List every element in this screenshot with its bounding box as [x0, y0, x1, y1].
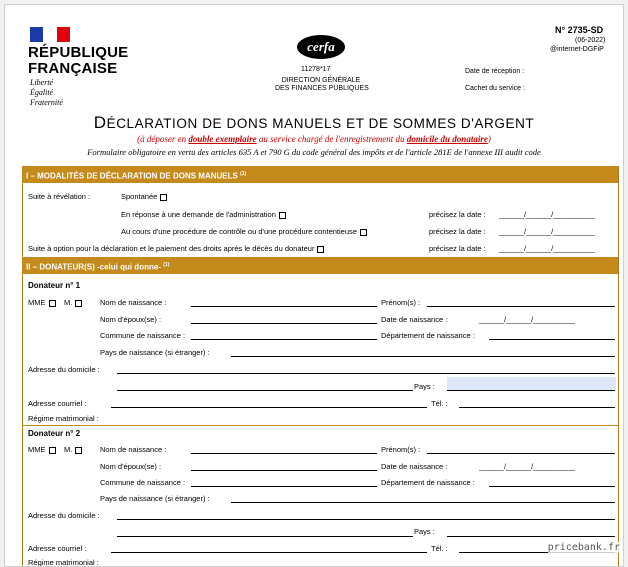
republique-francaise-logo: RÉPUBLIQUE FRANÇAISE	[28, 44, 129, 77]
precisez-date-label: précisez la date :	[429, 210, 486, 219]
pays-naissance-field[interactable]	[231, 356, 615, 357]
pays-field[interactable]	[447, 390, 615, 391]
mme-option[interactable]: MME	[28, 445, 56, 454]
nom-epoux-label: Nom d'époux(se) :	[100, 315, 162, 324]
date-field[interactable]: ______/______/__________	[499, 227, 595, 236]
spontanee-checkbox[interactable]	[160, 194, 167, 201]
page-title: DÉCLARATION DE DONS MANUELS ET DE SOMMES D'ARGENT	[93, 113, 535, 132]
pays-field-highlight[interactable]	[447, 377, 616, 391]
nom-naissance-label: Nom de naissance :	[100, 298, 167, 307]
commune-label: Commune de naissance :	[100, 331, 186, 340]
controle-option[interactable]: Au cours d'une procédure de contrôle ou d'une procédure contentieuse	[121, 227, 367, 236]
m-option[interactable]: M.	[64, 445, 82, 454]
form-source: @internet-DGFiP	[550, 46, 604, 53]
departement-label: Département de naissance :	[381, 331, 475, 340]
spontanee-option[interactable]: Spontanée	[121, 192, 167, 201]
prenoms-field[interactable]	[427, 306, 615, 307]
pays-label: Pays :	[414, 527, 435, 536]
nom-epoux-field[interactable]	[191, 323, 377, 324]
adresse-field[interactable]	[117, 519, 615, 520]
adresse-field[interactable]	[117, 373, 615, 374]
tel-label: Tél. :	[431, 544, 448, 553]
date-field[interactable]: ______/______/__________	[499, 244, 595, 253]
donor1-title: Donateur n° 1	[28, 281, 81, 290]
adresse-label: Adresse du domicile :	[28, 365, 100, 374]
date-naissance-label: Date de naissance :	[381, 462, 448, 471]
form-page	[4, 4, 624, 567]
nom-epoux-label: Nom d'époux(se) :	[100, 462, 162, 471]
reponse-checkbox[interactable]	[279, 212, 286, 219]
m-checkbox[interactable]	[75, 447, 82, 454]
tel-label: Tél. :	[431, 399, 448, 408]
suite-revelation-label: Suite à révélation :	[28, 192, 91, 201]
pays-label: Pays :	[414, 382, 435, 391]
nom-epoux-field[interactable]	[191, 470, 377, 471]
date-naissance-field[interactable]: ______/______/__________	[479, 462, 575, 471]
direction-label: DIRECTION GÉNÉRALE DES FINANCES PUBLIQUES	[275, 77, 369, 92]
nom-naissance-field[interactable]	[191, 306, 377, 307]
reception-date-label: Date de réception :	[465, 68, 525, 75]
courriel-label: Adresse courriel :	[28, 544, 87, 553]
prenoms-label: Prénom(s) :	[381, 445, 421, 454]
m-checkbox[interactable]	[75, 300, 82, 307]
cerfa-number: 11278*17	[301, 66, 331, 73]
mme-checkbox[interactable]	[49, 300, 56, 307]
courriel-field[interactable]	[111, 407, 427, 408]
m-option[interactable]: M.	[64, 298, 82, 307]
date-naissance-label: Date de naissance :	[381, 315, 448, 324]
subtitle-instruction: (à déposer en double exemplaire au service chargé de l'enregistrement du domicile du donataire)	[137, 134, 491, 144]
french-flag-icon	[30, 27, 70, 42]
pays-naissance-field[interactable]	[231, 502, 615, 503]
form-number: N° 2735-SD	[555, 25, 604, 35]
departement-field[interactable]	[489, 339, 615, 340]
prenoms-label: Prénom(s) :	[381, 298, 421, 307]
regime-label: Régime matrimonial :	[28, 414, 99, 423]
nom-naissance-label: Nom de naissance :	[100, 445, 167, 454]
adresse-line2-field[interactable]	[117, 536, 413, 537]
departement-label: Département de naissance :	[381, 478, 475, 487]
legal-notice: Formulaire obligatoire en vertu des articles 635 A et 790 G du code général des impôts et de l'article 281E de l'annexe III audit code	[87, 147, 541, 157]
precisez-date-label: précisez la date :	[429, 244, 486, 253]
option-deces[interactable]: Suite à option pour la déclaration et le paiement des droits après le décès du donateur	[28, 244, 324, 253]
courriel-field[interactable]	[111, 552, 427, 553]
watermark: pricebank.fr	[547, 542, 620, 553]
controle-checkbox[interactable]	[360, 229, 367, 236]
nom-naissance-field[interactable]	[191, 453, 377, 454]
donor-divider	[22, 425, 618, 426]
form-version: (06-2022)	[575, 37, 606, 44]
departement-field[interactable]	[489, 486, 615, 487]
adresse-label: Adresse du domicile :	[28, 511, 100, 520]
motto: Liberté Égalité Fraternité	[30, 78, 63, 107]
cachet-label: Cachet du service :	[465, 85, 525, 92]
commune-label: Commune de naissance :	[100, 478, 186, 487]
date-naissance-field[interactable]: ______/______/__________	[479, 315, 575, 324]
commune-field[interactable]	[191, 339, 377, 340]
option-deces-checkbox[interactable]	[317, 246, 324, 253]
tel-field[interactable]	[459, 407, 615, 408]
pays-naissance-label: Pays de naissance (si étranger) :	[100, 348, 210, 357]
mme-checkbox[interactable]	[49, 447, 56, 454]
courriel-label: Adresse courriel :	[28, 399, 87, 408]
regime-label: Régime matrimonial :	[28, 558, 99, 567]
section2-heading: II – DONATEUR(S) -celui qui donne- $^{(1)}$	[22, 257, 618, 274]
adresse-line2-field[interactable]	[117, 390, 413, 391]
prenoms-field[interactable]	[427, 453, 615, 454]
date-field[interactable]: ______/______/__________	[499, 210, 595, 219]
pays-naissance-label: Pays de naissance (si étranger) :	[100, 494, 210, 503]
pays-field[interactable]	[447, 536, 615, 537]
section1-heading: I – MODALITÉS DE DÉCLARATION DE DONS MANUELS $^{(1)}$	[22, 166, 618, 183]
mme-option[interactable]: MME	[28, 298, 56, 307]
donor2-title: Donateur n° 2	[28, 429, 81, 438]
precisez-date-label: précisez la date :	[429, 227, 486, 236]
cerfa-logo: cerfa	[297, 35, 345, 59]
reponse-option[interactable]: En réponse à une demande de l'administration	[121, 210, 286, 219]
commune-field[interactable]	[191, 486, 377, 487]
